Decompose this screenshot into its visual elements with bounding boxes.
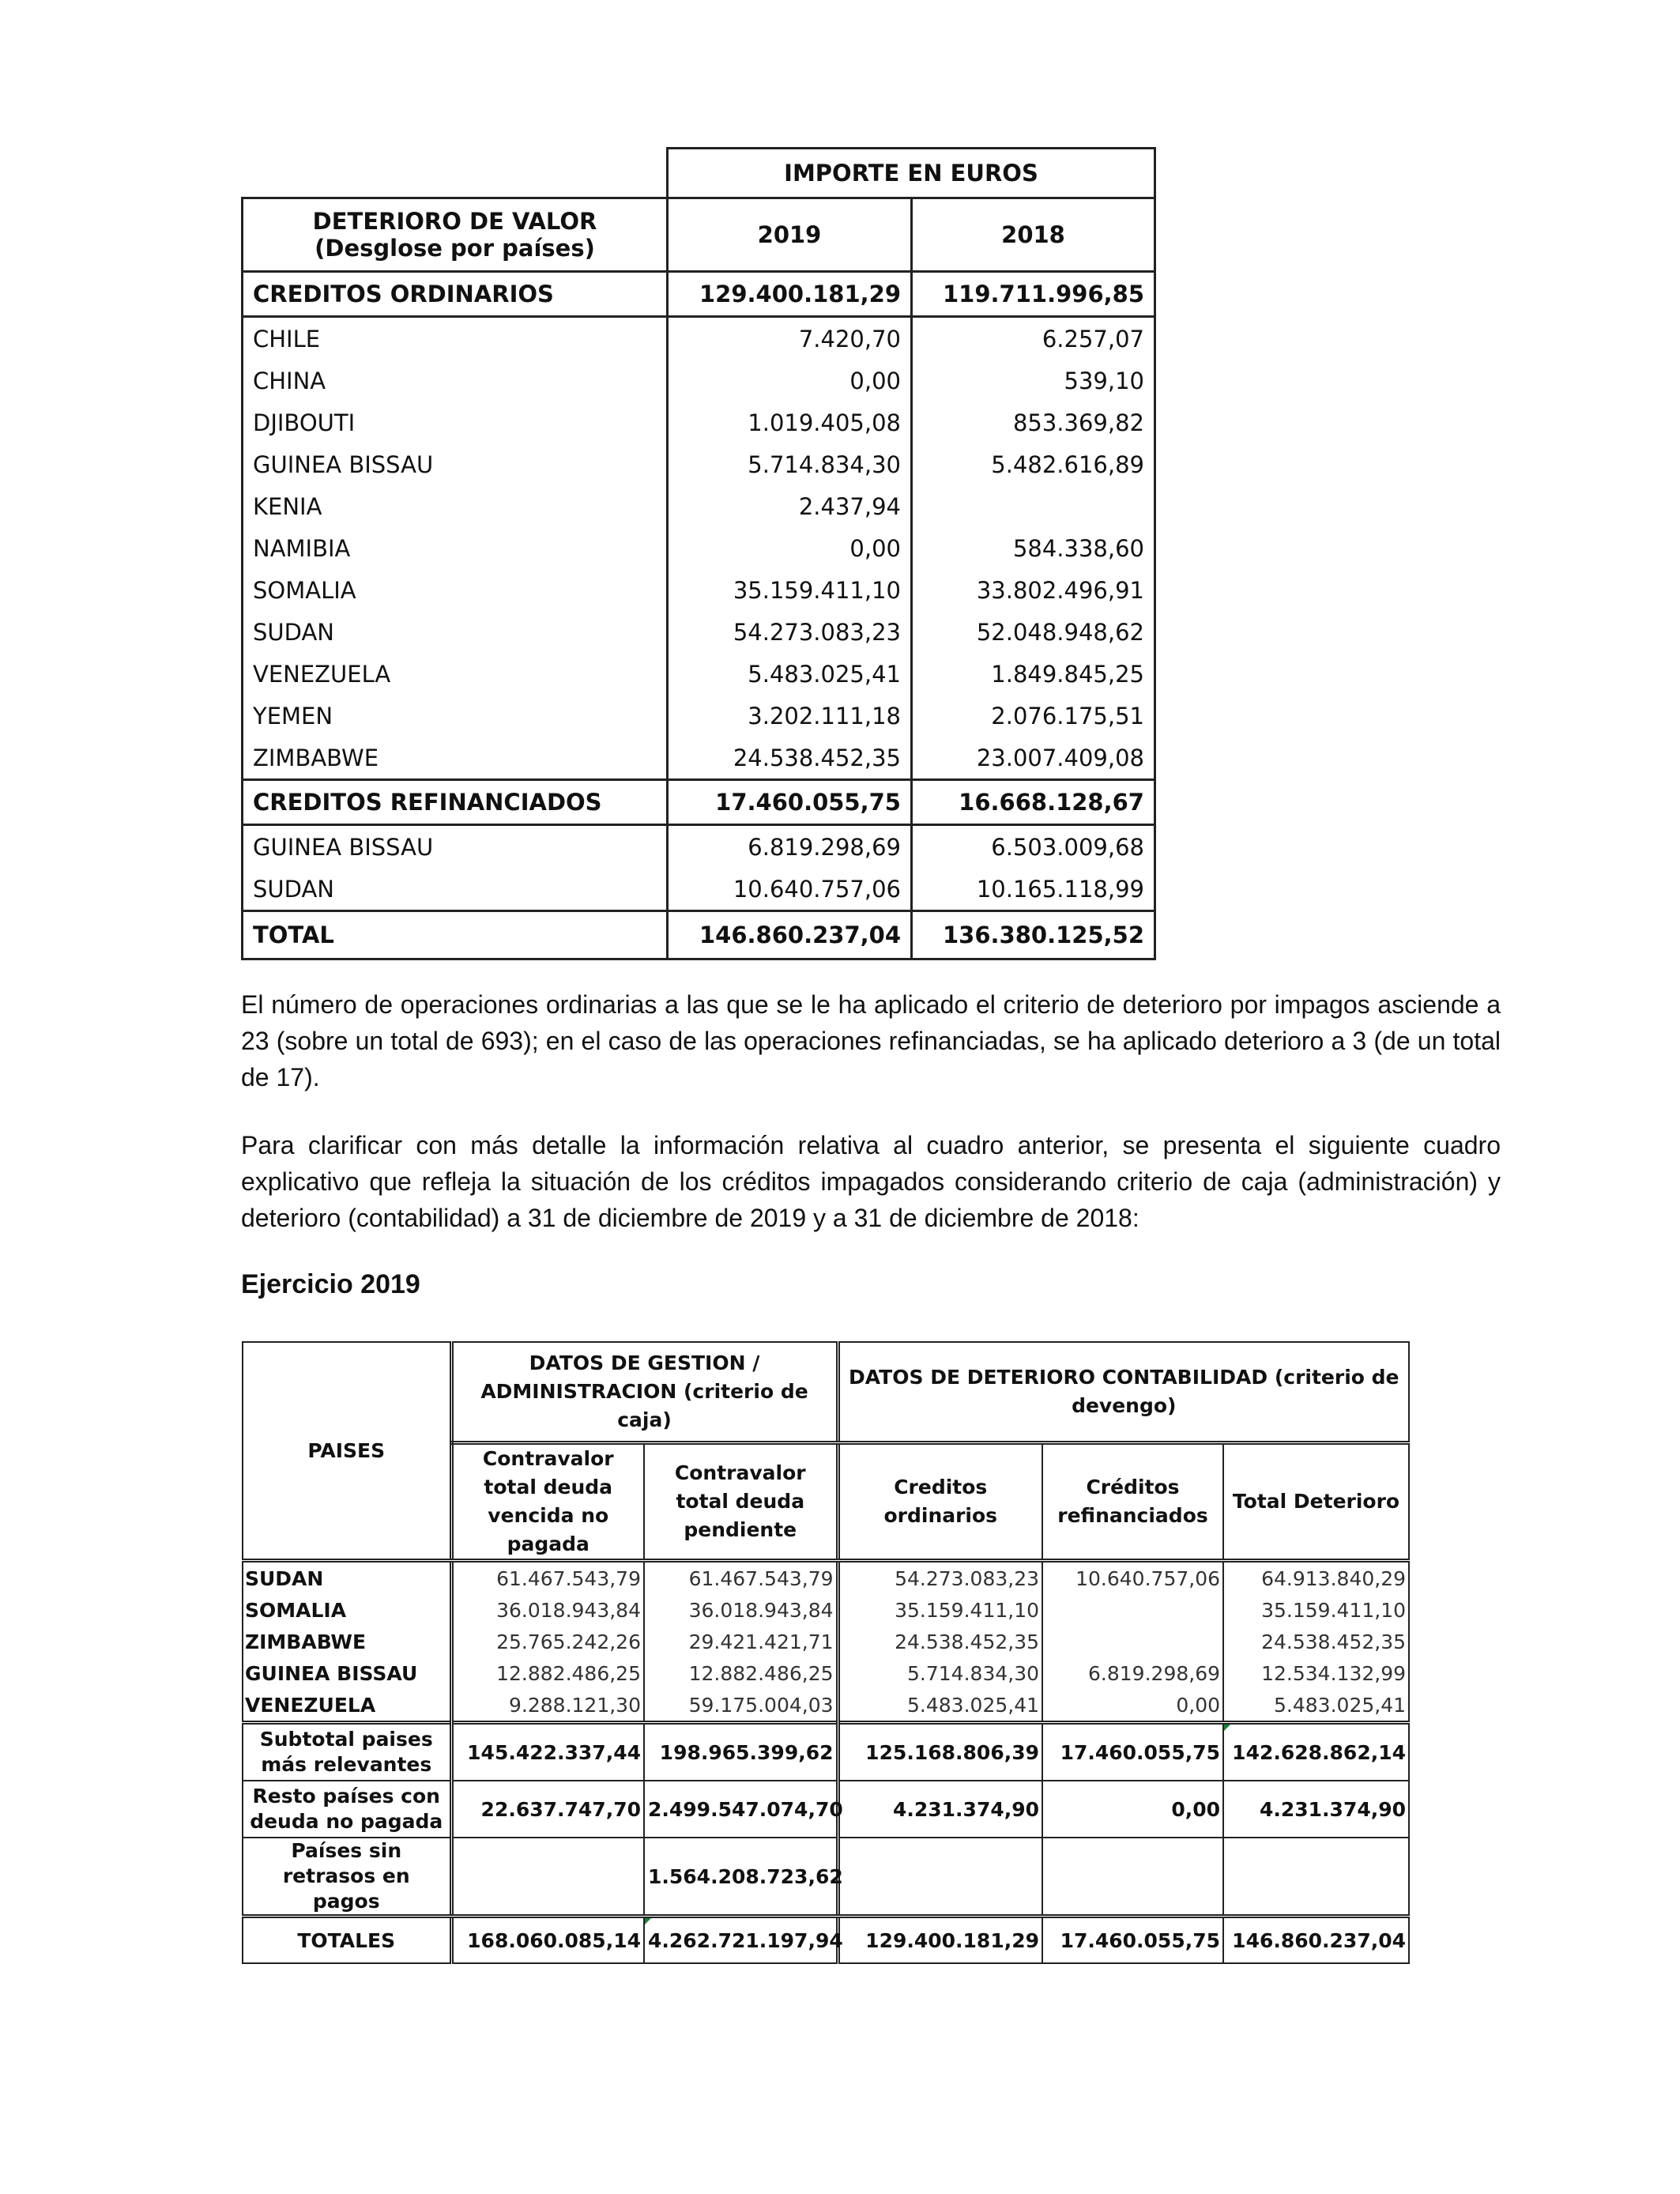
table-header-row [243, 198, 1155, 272]
value-2019: 7.420,70 [668, 317, 912, 360]
country-name: CHILE [243, 317, 668, 360]
section-row-creditos-ordinarios [243, 272, 1155, 317]
table-row [243, 1561, 1409, 1595]
table-row [243, 1689, 1409, 1723]
totales-total: 146.860.237,04 [1223, 1917, 1409, 1964]
value-2018: 539,10 [912, 360, 1155, 401]
header-deuda-vencida: Contravalor total deuda vencida no pagada [451, 1443, 644, 1561]
header-deterioro-label: DETERIORO DE VALOR (Desglose por países) [243, 198, 668, 272]
sin-retrasos-refinanciados [1042, 1838, 1223, 1917]
subtotal-row [243, 1723, 1409, 1781]
country-name: GUINEA BISSAU [243, 1657, 451, 1689]
country-name: ZIMBABWE [243, 1626, 451, 1657]
subtotal-ordinarios: 125.168.806,39 [838, 1723, 1042, 1781]
table-row [243, 695, 1155, 737]
value-total: 5.483.025,41 [1223, 1689, 1409, 1723]
value-pendiente: 61.467.543,79 [644, 1561, 838, 1595]
value-vencida: 36.018.943,84 [451, 1594, 644, 1626]
value-2018: 2.076.175,51 [912, 695, 1155, 737]
value-refinanciados: 10.640.757,06 [1042, 1561, 1223, 1595]
subtotal-pendiente: 198.965.399,62 [644, 1723, 838, 1781]
section-value-2018: 16.668.128,67 [912, 780, 1155, 825]
section-value-2019: 129.400.181,29 [668, 272, 912, 317]
value-total: 64.913.840,29 [1223, 1561, 1409, 1595]
paragraph-operations-count: El número de operaciones ordinarias a las que se le ha aplicado el criterio de deterioro por impagos asciende a 23 (sobre un total de 693); en el caso de las operaciones refinanciadas, se ha aplicado deterioro a 3 (de un total de 17). [241, 990, 1501, 1091]
section-label: CREDITOS ORDINARIOS [243, 272, 668, 317]
value-pendiente: 12.882.486,25 [644, 1657, 838, 1689]
value-ordinarios: 5.483.025,41 [838, 1689, 1042, 1723]
country-name: KENIA [243, 485, 668, 527]
totales-pendiente: 4.262.721.197,94 [644, 1917, 838, 1964]
country-name: SUDAN [243, 868, 668, 911]
value-vencida: 9.288.121,30 [451, 1689, 644, 1723]
value-refinanciados: 0,00 [1042, 1689, 1223, 1723]
value-refinanciados [1042, 1626, 1223, 1657]
table-row [243, 360, 1155, 401]
value-2018: 5.482.616,89 [912, 443, 1155, 485]
table-row [243, 485, 1155, 527]
resto-pendiente: 2.499.547.074,70 [644, 1781, 838, 1838]
resto-refinanciados: 0,00 [1042, 1781, 1223, 1838]
sin-retrasos-vencida [451, 1838, 644, 1917]
country-name: VENEZUELA [243, 1689, 451, 1723]
resto-row [243, 1781, 1409, 1838]
header-datos-gestion: DATOS DE GESTION / ADMINISTRACION (criterio de caja) [451, 1342, 838, 1443]
header-paises: PAISES [243, 1342, 451, 1561]
section-value-2019: 17.460.055,75 [668, 780, 912, 825]
value-2018: 52.048.948,62 [912, 611, 1155, 653]
table-row [243, 443, 1155, 485]
table-row [243, 868, 1155, 911]
header-datos-deterioro: DATOS DE DETERIORO CONTABILIDAD (criterio de devengo) [838, 1342, 1409, 1443]
sin-retrasos-row [243, 1838, 1409, 1917]
totales-ordinarios: 129.400.181,29 [838, 1917, 1042, 1964]
value-2019: 0,00 [668, 360, 912, 401]
subtotal-refinanciados: 17.460.055,75 [1042, 1723, 1223, 1781]
empty-corner-cell [243, 149, 668, 198]
value-pendiente: 59.175.004,03 [644, 1689, 838, 1723]
sin-retrasos-total [1223, 1838, 1409, 1917]
section-row-creditos-refinanciados [243, 780, 1155, 825]
table-row [243, 1594, 1409, 1626]
header-year-2019: 2019 [668, 198, 912, 272]
section-heading-ejercicio: Ejercicio 2019 [241, 1269, 420, 1299]
header-creditos-refinanciados: Créditos refinanciados [1042, 1443, 1223, 1561]
value-2018: 23.007.409,08 [912, 737, 1155, 780]
totales-row [243, 1917, 1409, 1964]
value-2018: 584.338,60 [912, 527, 1155, 569]
header-creditos-ordinarios: Creditos ordinarios [838, 1443, 1042, 1561]
table-row [243, 611, 1155, 653]
value-pendiente: 36.018.943,84 [644, 1594, 838, 1626]
totales-refinanciados: 17.460.055,75 [1042, 1917, 1223, 1964]
subtotal-label: Subtotal paises más relevantes [243, 1723, 451, 1781]
table-row [243, 653, 1155, 695]
unpaid-credits-table [242, 1341, 1410, 1964]
value-ordinarios: 5.714.834,30 [838, 1657, 1042, 1689]
section-value-2018: 119.711.996,85 [912, 272, 1155, 317]
country-name: SUDAN [243, 1561, 451, 1595]
resto-total: 4.231.374,90 [1223, 1781, 1409, 1838]
value-2018: 6.503.009,68 [912, 825, 1155, 869]
value-2018: 853.369,82 [912, 401, 1155, 443]
country-name: SUDAN [243, 611, 668, 653]
table-row [243, 737, 1155, 780]
country-name: VENEZUELA [243, 653, 668, 695]
value-ordinarios: 35.159.411,10 [838, 1594, 1042, 1626]
value-2019: 0,00 [668, 527, 912, 569]
country-name: NAMIBIA [243, 527, 668, 569]
total-row [243, 911, 1155, 959]
value-2019: 10.640.757,06 [668, 868, 912, 911]
paragraph-explanation: Para clarificar con más detalle la información relativa al cuadro anterior, se presenta el siguiente cuadro explicativo que refleja la situación de los créditos impagados considerando criterio de caja (administración) y deterioro (contabilidad) a 31 de diciembre de 2019 y a 31 de diciembre de 2018: [241, 1131, 1501, 1232]
value-2019: 5.483.025,41 [668, 653, 912, 695]
resto-ordinarios: 4.231.374,90 [838, 1781, 1042, 1838]
value-2018: 33.802.496,91 [912, 569, 1155, 611]
value-total: 12.534.132,99 [1223, 1657, 1409, 1689]
country-name: GUINEA BISSAU [243, 825, 668, 869]
sin-retrasos-ordinarios [838, 1838, 1042, 1917]
total-label: TOTAL [243, 911, 668, 959]
country-name: SOMALIA [243, 1594, 451, 1626]
country-name: SOMALIA [243, 569, 668, 611]
sin-retrasos-label: Países sin retrasos en pagos [243, 1838, 451, 1917]
totales-label: TOTALES [243, 1917, 451, 1964]
table-row [243, 401, 1155, 443]
table-row [243, 569, 1155, 611]
value-2018: 1.849.845,25 [912, 653, 1155, 695]
value-2018: 10.165.118,99 [912, 868, 1155, 911]
section-label: CREDITOS REFINANCIADOS [243, 780, 668, 825]
header-total-deterioro: Total Deterioro [1223, 1443, 1409, 1561]
table-row [243, 1626, 1409, 1657]
value-2018: 6.257,07 [912, 317, 1155, 360]
total-value-2018: 136.380.125,52 [912, 911, 1155, 959]
value-2019: 2.437,94 [668, 485, 912, 527]
value-total: 35.159.411,10 [1223, 1594, 1409, 1626]
subtotal-vencida: 145.422.337,44 [451, 1723, 644, 1781]
value-2019: 24.538.452,35 [668, 737, 912, 780]
impairment-by-country-table [241, 147, 1156, 960]
value-2018 [912, 485, 1155, 527]
country-name: DJIBOUTI [243, 401, 668, 443]
table-row [243, 1657, 1409, 1689]
value-ordinarios: 54.273.083,23 [838, 1561, 1042, 1595]
value-vencida: 25.765.242,26 [451, 1626, 644, 1657]
value-2019: 35.159.411,10 [668, 569, 912, 611]
totales-vencida: 168.060.085,14 [451, 1917, 644, 1964]
country-name: CHINA [243, 360, 668, 401]
country-name: YEMEN [243, 695, 668, 737]
value-total: 24.538.452,35 [1223, 1626, 1409, 1657]
country-name: GUINEA BISSAU [243, 443, 668, 485]
header-deuda-pendiente: Contravalor total deuda pendiente [644, 1443, 838, 1561]
value-refinanciados: 6.819.298,69 [1042, 1657, 1223, 1689]
value-2019: 1.019.405,08 [668, 401, 912, 443]
value-2019: 54.273.083,23 [668, 611, 912, 653]
subtotal-total: 142.628.862,14 [1223, 1723, 1409, 1781]
value-2019: 3.202.111,18 [668, 695, 912, 737]
value-2019: 5.714.834,30 [668, 443, 912, 485]
resto-label: Resto países con deuda no pagada [243, 1781, 451, 1838]
value-vencida: 61.467.543,79 [451, 1561, 644, 1595]
resto-vencida: 22.637.747,70 [451, 1781, 644, 1838]
header-importe-euros: IMPORTE EN EUROS [668, 149, 1155, 198]
value-ordinarios: 24.538.452,35 [838, 1626, 1042, 1657]
table-header-row [243, 149, 1155, 198]
header-year-2018: 2018 [912, 198, 1155, 272]
table-row [243, 317, 1155, 360]
table-row [243, 825, 1155, 869]
value-vencida: 12.882.486,25 [451, 1657, 644, 1689]
value-pendiente: 29.421.421,71 [644, 1626, 838, 1657]
value-2019: 6.819.298,69 [668, 825, 912, 869]
country-name: ZIMBABWE [243, 737, 668, 780]
table-row [243, 527, 1155, 569]
value-refinanciados [1042, 1594, 1223, 1626]
table-header-row [243, 1342, 1409, 1443]
total-value-2019: 146.860.237,04 [668, 911, 912, 959]
sin-retrasos-pendiente: 1.564.208.723,62 [644, 1838, 838, 1917]
